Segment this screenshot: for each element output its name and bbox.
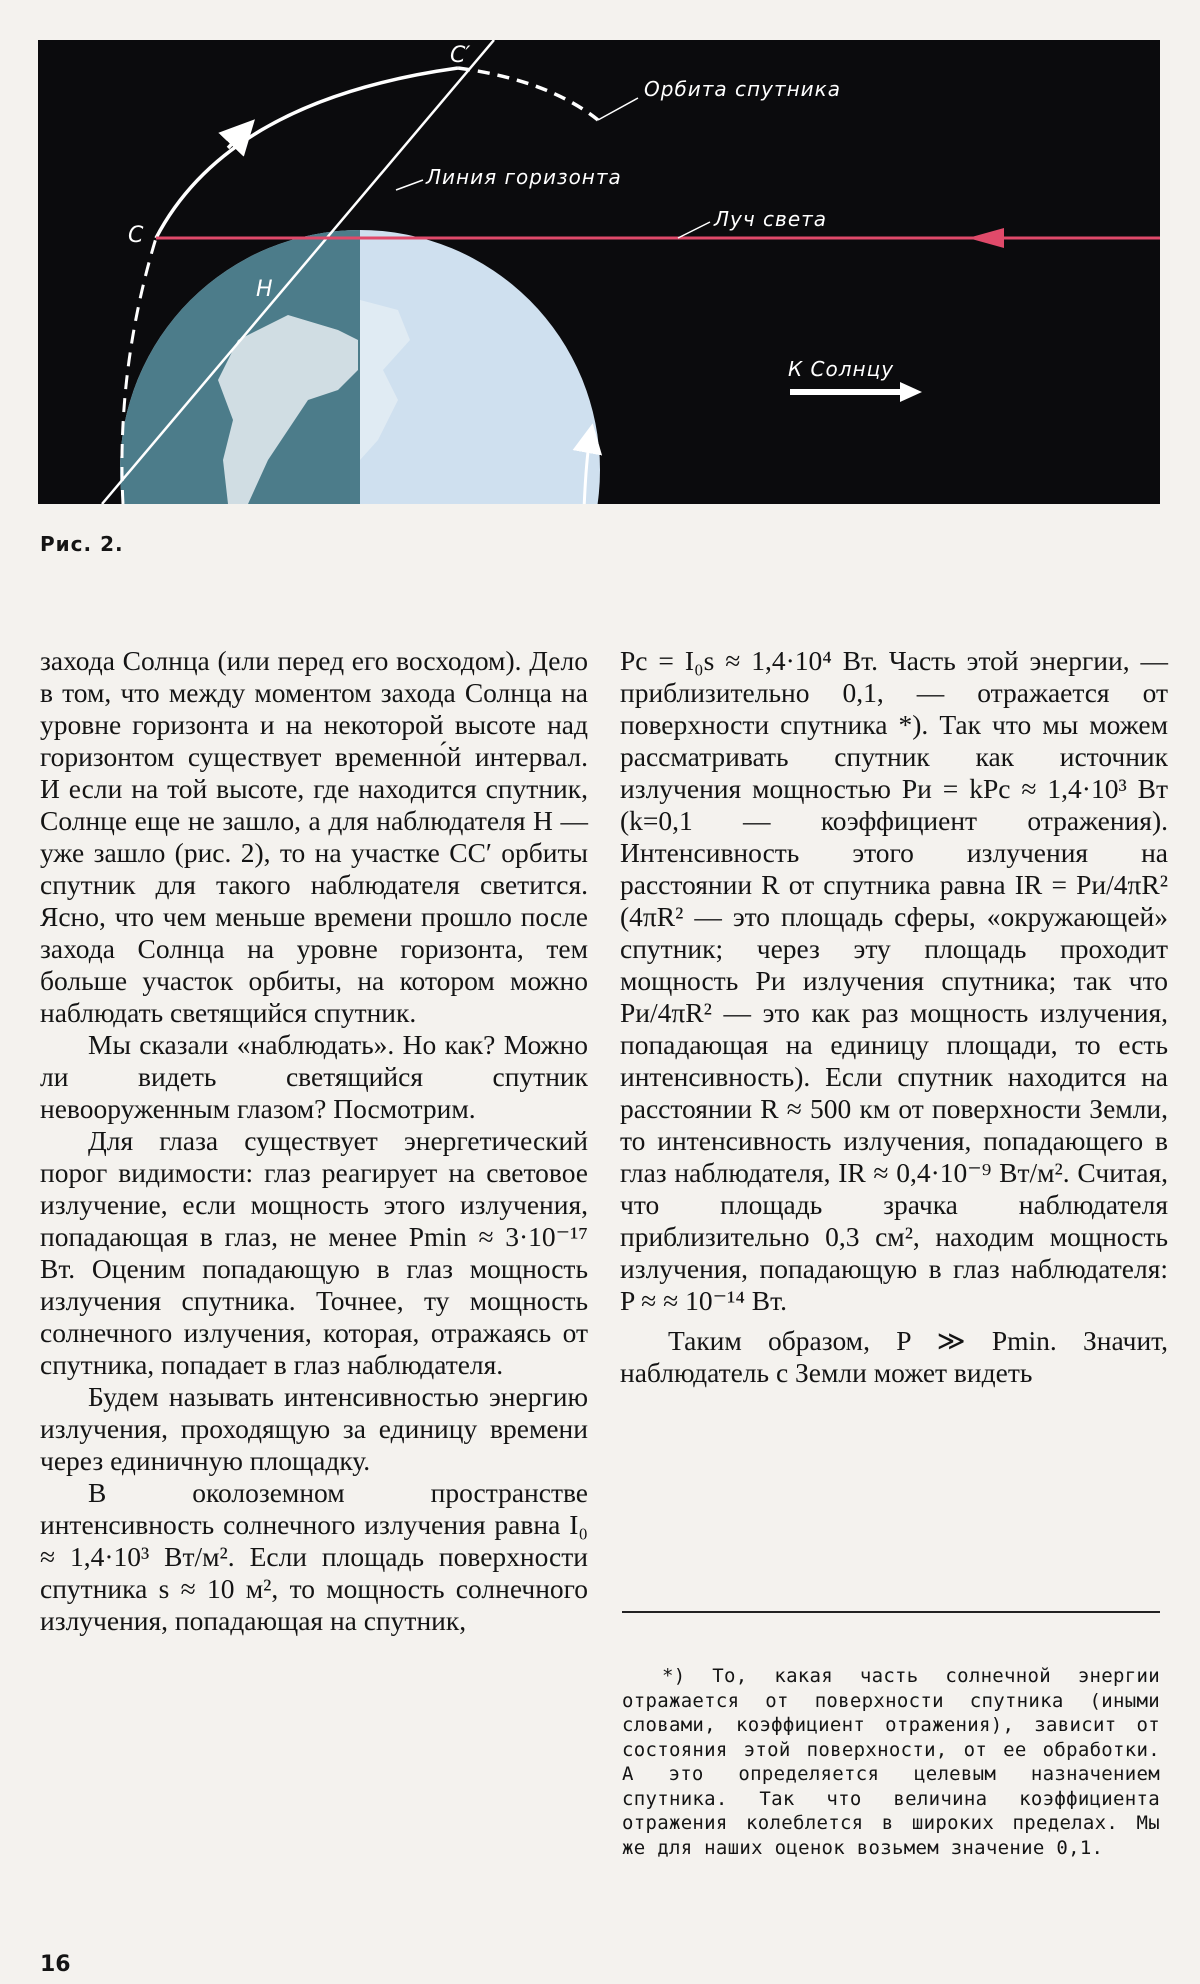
orbit-leader xyxy=(598,98,638,120)
figure-orbit-diagram xyxy=(38,40,1160,504)
orbit-diagram-svg xyxy=(38,40,1160,504)
paragraph: Таким образом, P ≫ Pmin. Значит, наблюдатель с Земли может видеть xyxy=(620,1325,1168,1388)
paragraph: В околоземном пространстве интенсивность солнечного излучения равна I₀ ≈ 1,4·10³ Вт/м². Если площадь поверхности спутника s ≈ 10 м², то мощность солнечного излучения, попадающая на спутник, xyxy=(40,1477,588,1636)
label-horizon: Линия горизонта xyxy=(426,165,622,189)
point-c-prime: C′ xyxy=(450,43,471,68)
footnote: *) То, какая часть солнечной энергии отражается от поверхности спутника (иными словами, коэффициент отражения), зависит от состояния этой поверхности, от ее обработки. А это определяется целевым назначением спутника. Так что величина коэффициента отражения колеблется в широких пределах. Мы же для наших оценок возьмем значение 0,1. xyxy=(622,1665,1160,1859)
paragraph: Будем называть интенсивностью энергию излучения, проходящую за единицу времени через единичную площадку. xyxy=(40,1381,588,1476)
orbit-solid xyxy=(156,68,458,238)
point-c: C xyxy=(128,223,144,248)
text-column-left xyxy=(40,645,588,1637)
light-ray-arrowhead xyxy=(968,228,1004,248)
label-orbit: Орбита спутника xyxy=(644,77,842,101)
sun-arrow-head xyxy=(900,382,922,402)
text-column-right xyxy=(620,645,1168,1389)
paragraph: Для глаза существует энергетический порог видимости: глаз реагирует на световое излучение, если мощность этого излучения, попадающая в глаз, не менее Pmin ≈ 3·10⁻¹⁷ Вт. Оценим попадающую в глаз мощность излучения спутника. Точнее, ту мощность солнечного излучения, которая, отражаясь от спутника, попадает в глаз наблюдателя. xyxy=(40,1125,588,1380)
point-h: H xyxy=(256,277,273,302)
earth xyxy=(120,230,600,504)
orbit-dashed-upper xyxy=(458,68,598,120)
ray-leader xyxy=(678,222,710,238)
paragraph: Pc = I₀s ≈ 1,4·10⁴ Вт. Часть этой энергии, — приблизительно 0,1, — отражается от поверхности спутника *). Так что мы можем рассматривать спутник как источник излучения мощностью Pи = kPc ≈ 1,4·10³ Вт (k=0,1 — коэффициент отражения). Интенсивность этого излучения на расстоянии R от спутника равна IR = Pи/4πR² (4πR² — это площадь сферы, «окружающей» спутник; через эту площадь проходит мощность Pи излучения спутника; так что Pи/4πR² — это как раз мощность излучения, попадающая на единицу площади, то есть интенсивность). Если спутник находится на расстоянии R ≈ 500 км от поверхности Земли, то интенсивность излучения, попадающего в глаз наблюдателя, IR ≈ 0,4·10⁻⁹ Вт/м². Считая, что площадь зрачка наблюдателя приблизительно 0,3 см², находим мощность излучения, попадающую в глаз наблюдателя: P ≈ ≈ 10⁻¹⁴ Вт. xyxy=(620,645,1168,1316)
label-sun: К Солнцу xyxy=(788,357,895,381)
footnote-divider xyxy=(622,1611,1160,1613)
page-number: 16 xyxy=(40,1952,71,1977)
figure-caption: Рис. 2. xyxy=(40,532,124,556)
label-ray: Луч света xyxy=(714,207,828,231)
horizon-leader xyxy=(396,180,423,190)
paragraph: захода Солнца (или перед его восходом). Дело в том, что между моментом захода Солнца на уровне горизонта и на некоторой высоте над горизонтом существует временно́й интервал. И если на той высоте, где находится спутник, Солнце еще не зашло, а для наблюдателя H — уже зашло (рис. 2), то на участке CC′ орбиты спутник для такого наблюдателя светится. Ясно, что чем меньше времени прошло после захода Солнца на уровне горизонта, тем больше участок орбиты, на котором можно наблюдать светящийся спутник. xyxy=(40,645,588,1028)
paragraph: Мы сказали «наблюдать». Но как? Можно ли видеть светящийся спутник невооруженным глазом? Посмотрим. xyxy=(40,1029,588,1124)
